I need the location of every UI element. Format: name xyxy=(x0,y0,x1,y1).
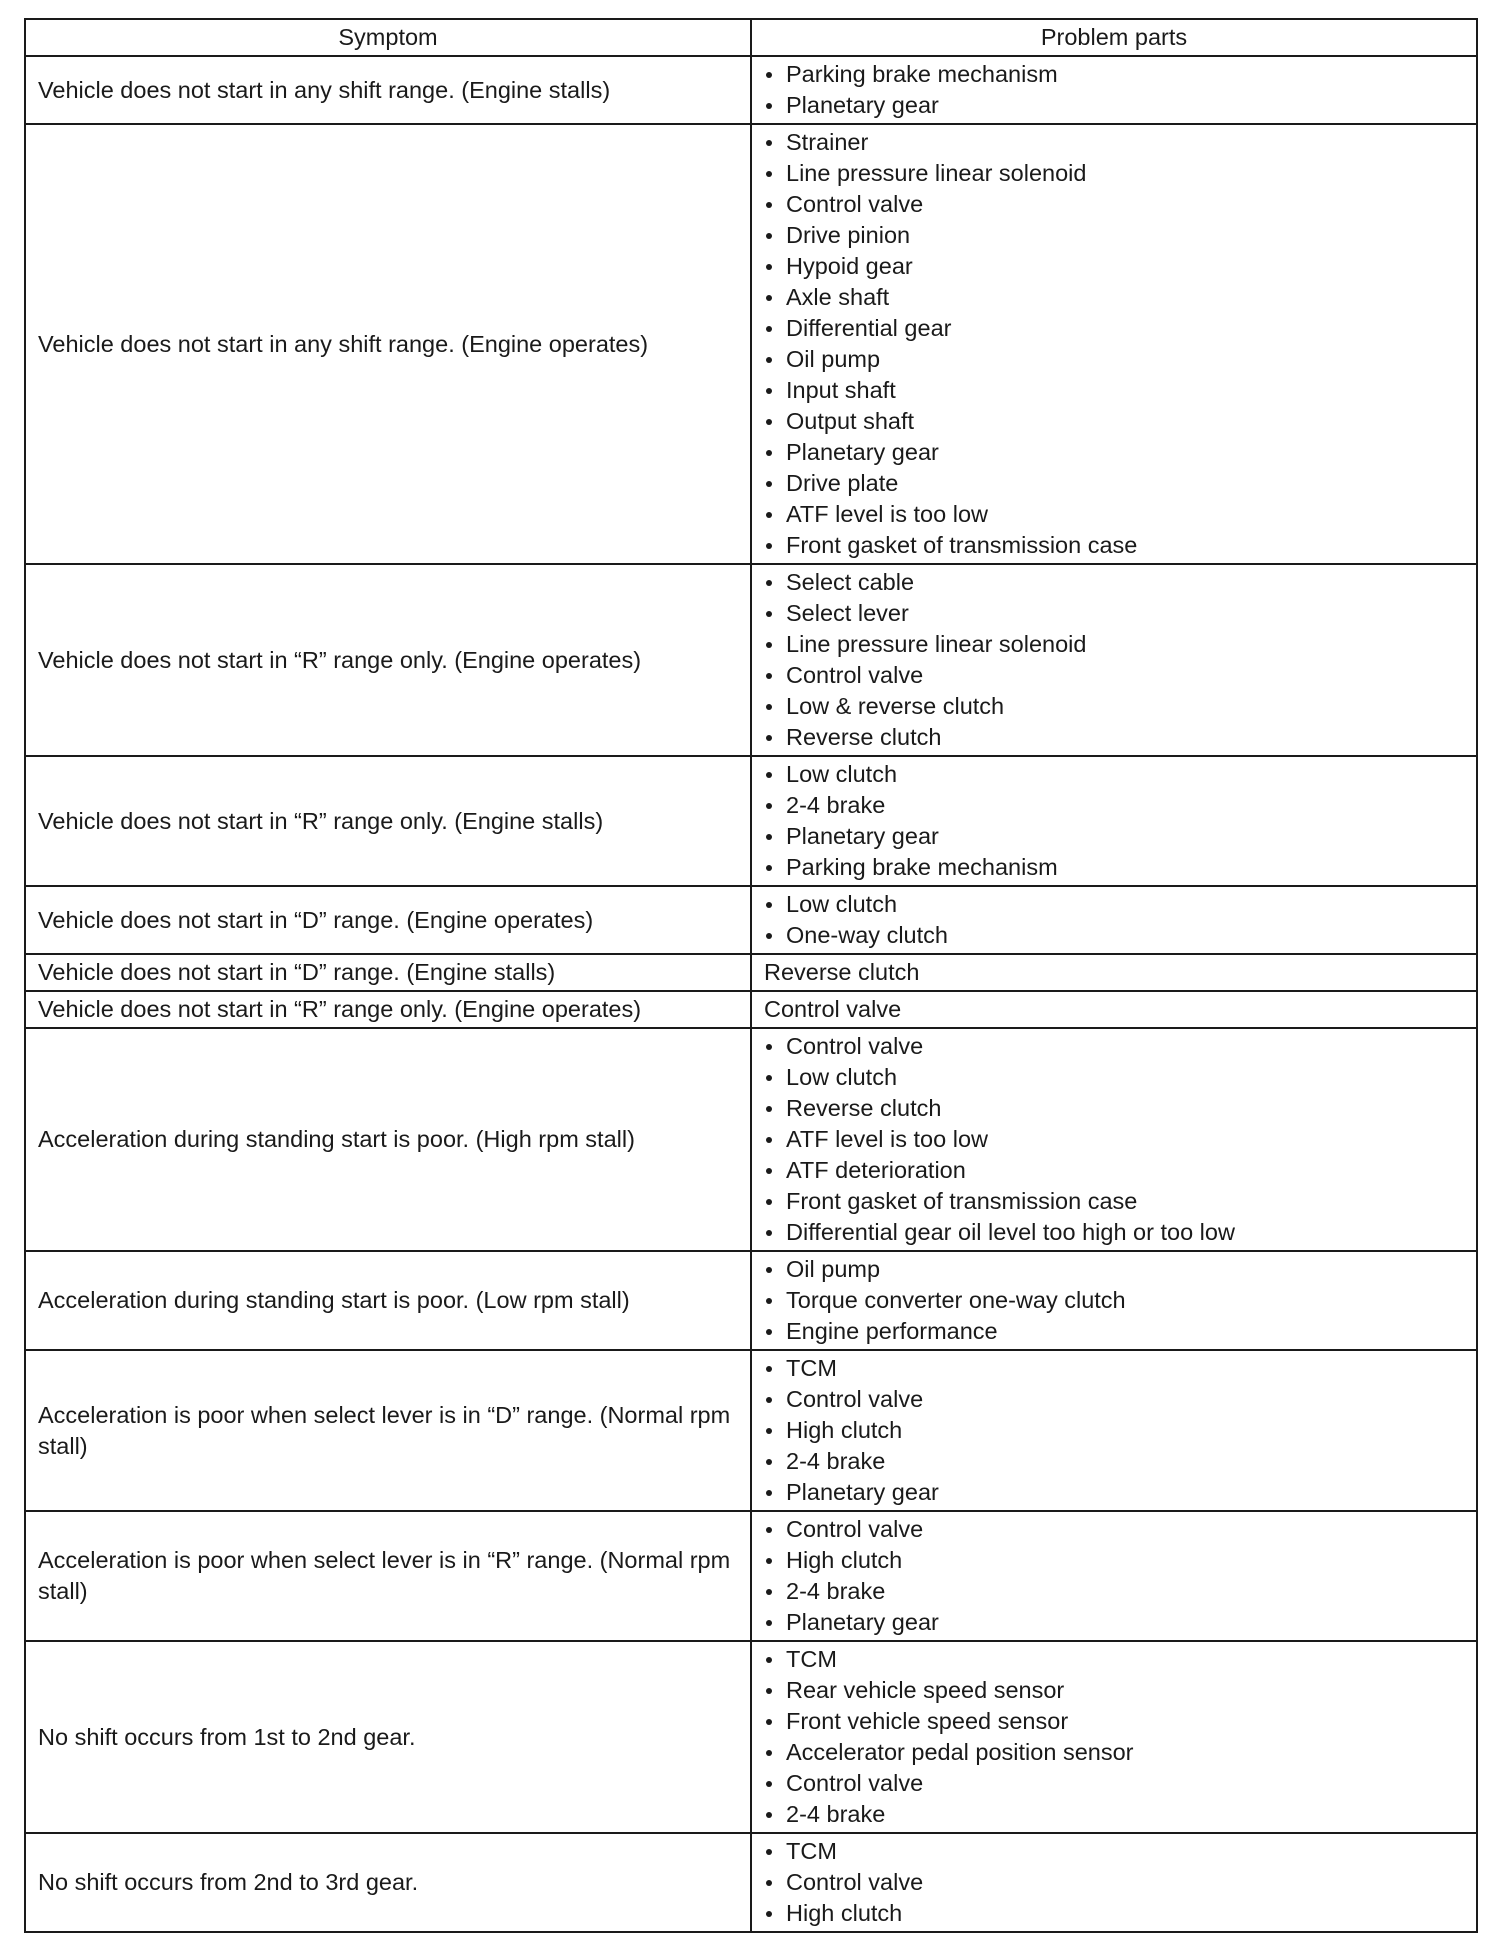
symptom-cell: Acceleration is poor when select lever is in “D” range. (Normal rpm stall) xyxy=(25,1350,751,1511)
list-item: Drive plate xyxy=(762,468,1464,499)
list-item: Low clutch xyxy=(762,1062,1464,1093)
list-item: Axle shaft xyxy=(762,282,1464,313)
list-item: Control valve xyxy=(762,1867,1464,1898)
symptom-cell: Vehicle does not start in “R” range only. (Engine stalls) xyxy=(25,756,751,886)
list-item: Reverse clutch xyxy=(762,1093,1464,1124)
problem-parts-cell xyxy=(751,1833,1477,1932)
table-body xyxy=(25,56,1477,1932)
list-item: Differential gear oil level too high or too low xyxy=(762,1217,1464,1248)
parts-list xyxy=(762,567,1464,753)
list-item: TCM xyxy=(762,1644,1464,1675)
list-item: Low & reverse clutch xyxy=(762,691,1464,722)
list-item: 2-4 brake xyxy=(762,790,1464,821)
list-item: Planetary gear xyxy=(762,1607,1464,1638)
list-item: Control valve xyxy=(762,1514,1464,1545)
symptom-cell: Vehicle does not start in “R” range only. (Engine operates) xyxy=(25,564,751,756)
list-item: Oil pump xyxy=(762,1254,1464,1285)
problem-parts-cell xyxy=(751,1350,1477,1511)
part-text: Reverse clutch xyxy=(764,959,920,985)
list-item: Oil pump xyxy=(762,344,1464,375)
parts-list xyxy=(762,1644,1464,1830)
problem-parts-cell xyxy=(751,56,1477,124)
part-text: Control valve xyxy=(764,996,902,1022)
list-item: Line pressure linear solenoid xyxy=(762,629,1464,660)
header-row xyxy=(25,19,1477,56)
list-item: Control valve xyxy=(762,1384,1464,1415)
list-item: ATF level is too low xyxy=(762,1124,1464,1155)
symptom-cell: Acceleration is poor when select lever is in “R” range. (Normal rpm stall) xyxy=(25,1511,751,1641)
header-symptom: Symptom xyxy=(25,19,751,56)
symptom-cell: Vehicle does not start in “D” range. (Engine stalls) xyxy=(25,954,751,991)
list-item: Control valve xyxy=(762,189,1464,220)
problem-parts-cell xyxy=(751,991,1477,1028)
list-item: High clutch xyxy=(762,1545,1464,1576)
table-row xyxy=(25,1833,1477,1932)
list-item: 2-4 brake xyxy=(762,1576,1464,1607)
table-row xyxy=(25,1511,1477,1641)
symptom-cell: Acceleration during standing start is poor. (High rpm stall) xyxy=(25,1028,751,1251)
list-item: TCM xyxy=(762,1836,1464,1867)
list-item: Low clutch xyxy=(762,889,1464,920)
list-item: 2-4 brake xyxy=(762,1446,1464,1477)
parts-list xyxy=(762,889,1464,951)
list-item: Front gasket of transmission case xyxy=(762,1186,1464,1217)
list-item: Planetary gear xyxy=(762,1477,1464,1508)
list-item: Hypoid gear xyxy=(762,251,1464,282)
list-item: Output shaft xyxy=(762,406,1464,437)
list-item: Front vehicle speed sensor xyxy=(762,1706,1464,1737)
symptom-table xyxy=(24,18,1478,1933)
problem-parts-cell xyxy=(751,1251,1477,1350)
list-item: Parking brake mechanism xyxy=(762,852,1464,883)
list-item: 2-4 brake xyxy=(762,1799,1464,1830)
list-item: Strainer xyxy=(762,127,1464,158)
parts-list xyxy=(762,1254,1464,1347)
list-item: Control valve xyxy=(762,1768,1464,1799)
problem-parts-cell xyxy=(751,756,1477,886)
symptom-cell: No shift occurs from 2nd to 3rd gear. xyxy=(25,1833,751,1932)
table-header xyxy=(25,19,1477,56)
symptom-cell: Acceleration during standing start is poor. (Low rpm stall) xyxy=(25,1251,751,1350)
list-item: ATF deterioration xyxy=(762,1155,1464,1186)
list-item: Accelerator pedal position sensor xyxy=(762,1737,1464,1768)
list-item: Line pressure linear solenoid xyxy=(762,158,1464,189)
list-item: Low clutch xyxy=(762,759,1464,790)
list-item: Planetary gear xyxy=(762,821,1464,852)
list-item: Control valve xyxy=(762,660,1464,691)
list-item: Front gasket of transmission case xyxy=(762,530,1464,561)
symptom-cell: No shift occurs from 1st to 2nd gear. xyxy=(25,1641,751,1833)
list-item: Engine performance xyxy=(762,1316,1464,1347)
symptom-cell: Vehicle does not start in any shift range. (Engine stalls) xyxy=(25,56,751,124)
table-row xyxy=(25,1028,1477,1251)
list-item: Reverse clutch xyxy=(762,722,1464,753)
list-item: High clutch xyxy=(762,1415,1464,1446)
parts-list xyxy=(762,127,1464,561)
table-row xyxy=(25,954,1477,991)
symptom-cell: Vehicle does not start in “D” range. (Engine operates) xyxy=(25,886,751,954)
parts-list xyxy=(762,759,1464,883)
list-item: Input shaft xyxy=(762,375,1464,406)
table-row xyxy=(25,756,1477,886)
problem-parts-cell xyxy=(751,1511,1477,1641)
list-item: Planetary gear xyxy=(762,437,1464,468)
table-row xyxy=(25,886,1477,954)
list-item: Differential gear xyxy=(762,313,1464,344)
problem-parts-cell xyxy=(751,124,1477,564)
list-item: ATF level is too low xyxy=(762,499,1464,530)
list-item: Drive pinion xyxy=(762,220,1464,251)
problem-parts-cell xyxy=(751,1028,1477,1251)
table-row xyxy=(25,56,1477,124)
table-row xyxy=(25,1350,1477,1511)
list-item: Rear vehicle speed sensor xyxy=(762,1675,1464,1706)
list-item: Select lever xyxy=(762,598,1464,629)
list-item: Planetary gear xyxy=(762,90,1464,121)
parts-list xyxy=(762,1836,1464,1929)
problem-parts-cell xyxy=(751,564,1477,756)
parts-list xyxy=(762,1514,1464,1638)
list-item: Torque converter one-way clutch xyxy=(762,1285,1464,1316)
parts-list xyxy=(762,59,1464,121)
list-item: One-way clutch xyxy=(762,920,1464,951)
list-item: Parking brake mechanism xyxy=(762,59,1464,90)
symptom-cell: Vehicle does not start in “R” range only. (Engine operates) xyxy=(25,991,751,1028)
table-row xyxy=(25,1251,1477,1350)
problem-parts-cell xyxy=(751,1641,1477,1833)
list-item: TCM xyxy=(762,1353,1464,1384)
problem-parts-cell xyxy=(751,886,1477,954)
list-item: Select cable xyxy=(762,567,1464,598)
table-row xyxy=(25,124,1477,564)
table-row xyxy=(25,991,1477,1028)
symptom-cell: Vehicle does not start in any shift range. (Engine operates) xyxy=(25,124,751,564)
table-row xyxy=(25,1641,1477,1833)
header-problem-parts: Problem parts xyxy=(751,19,1477,56)
table-row xyxy=(25,564,1477,756)
list-item: Control valve xyxy=(762,1031,1464,1062)
list-item: High clutch xyxy=(762,1898,1464,1929)
parts-list xyxy=(762,1031,1464,1248)
parts-list xyxy=(762,1353,1464,1508)
problem-parts-cell xyxy=(751,954,1477,991)
